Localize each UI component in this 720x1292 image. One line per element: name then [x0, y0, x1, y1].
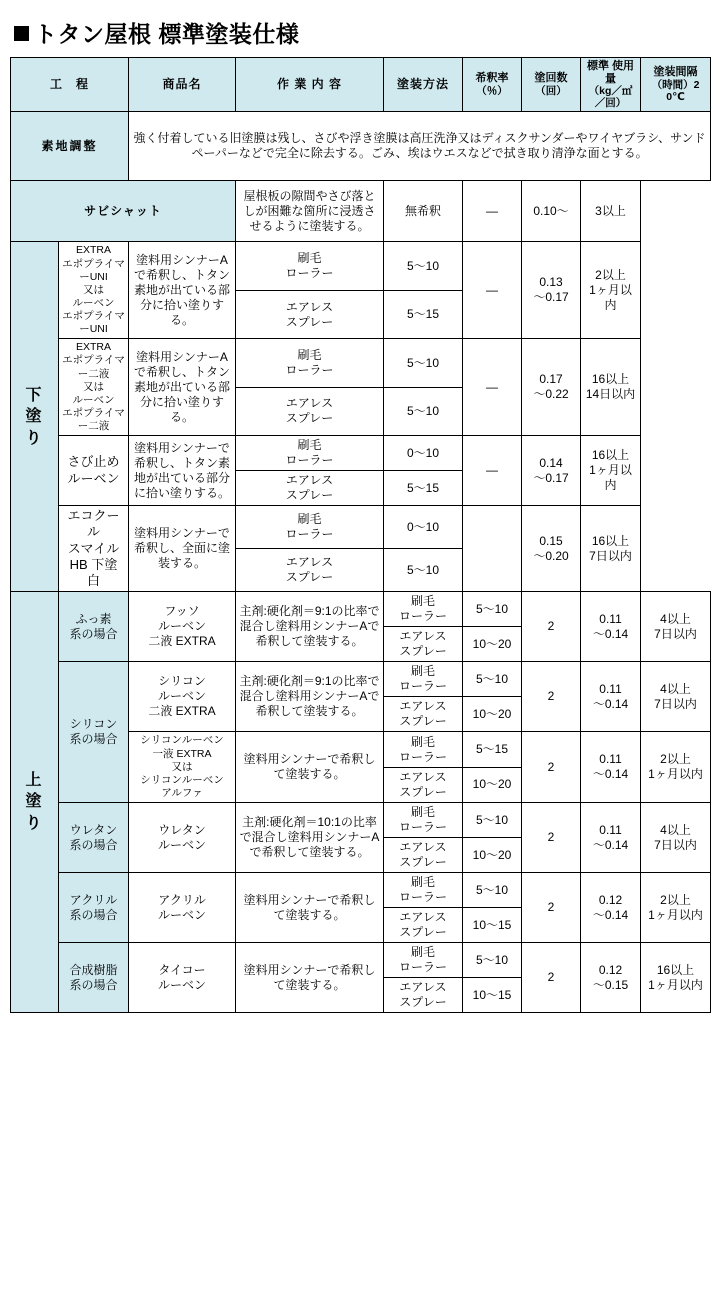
- product-name-epo-uni: EXTRA エポプライマーUNI 又は ルーベン エポプライマーUNI: [59, 242, 129, 339]
- table-row-undercoat-2a: [11, 339, 711, 387]
- dilution-value: 5～15: [384, 471, 463, 506]
- coats-synthetic: 2: [522, 943, 581, 1013]
- stage-undercoat-label: 下 塗 り: [25, 386, 62, 447]
- dilution-value: 5～10: [463, 662, 522, 697]
- table-row-topcoat-2a: [11, 662, 711, 697]
- coats-ecocool: [463, 506, 522, 592]
- dilution-value: 10～20: [463, 838, 522, 873]
- work-desc-sabidome: 塗料用シンナーで希釈し、トタン素地が出ている部分に拾い塗りする。: [129, 436, 236, 506]
- usage-silicone-1liquid: 0.11 ～0.14: [581, 732, 641, 803]
- table-row-topcoat-4a: [11, 803, 711, 838]
- dilution-value: 5～10: [384, 242, 463, 290]
- method-brush-roller: 刷毛 ローラー: [236, 436, 384, 471]
- table-row-undercoat-1a: [11, 242, 711, 290]
- method-brush-roller: 刷毛 ローラー: [384, 662, 463, 697]
- interval-urethane: 4以上 7日以内: [641, 803, 711, 873]
- header-coats-line1: 塗回数: [534, 72, 568, 85]
- sabishut-desc: 屋根板の隙間やさび落としが困難な箇所に浸透させるように塗装する。: [236, 181, 384, 242]
- usage-fusso: 0.11 ～0.14: [581, 592, 641, 662]
- sabishut-amount: 0.10～: [522, 181, 581, 242]
- method-airless-spray: エアレス スプレー: [384, 978, 463, 1013]
- interval-acrylic: 2以上 1ヶ月以内: [641, 873, 711, 943]
- stage-undercoat: [11, 242, 62, 592]
- product-name-sabidome-ruben: さび止め ルーベン: [59, 436, 129, 506]
- square-bullet-icon: [14, 26, 29, 41]
- coats-acrylic: 2: [522, 873, 581, 943]
- product-name-taiko-ruben: タイコー ルーベン: [129, 943, 236, 1013]
- method-airless-spray: エアレス スプレー: [236, 290, 384, 338]
- dilution-value: 0～10: [384, 436, 463, 471]
- stage-sabishut: サビシャット: [11, 181, 236, 242]
- interval-synthetic: 16以上 1ヶ月以内: [641, 943, 711, 1013]
- category-urethane: ウレタン 系の場合: [59, 803, 129, 873]
- method-airless-spray: エアレス スプレー: [236, 471, 384, 506]
- dilution-value: 10～20: [463, 697, 522, 732]
- usage-synthetic: 0.12 ～0.15: [581, 943, 641, 1013]
- specification-table: [10, 57, 711, 1013]
- header-product: 商品名: [129, 58, 236, 112]
- header-process: 工 程: [11, 58, 129, 112]
- interval-ecocool: 16以上 7日以内: [581, 506, 641, 592]
- interval-sabidome: 16以上 1ヶ月以内: [581, 436, 641, 506]
- method-brush-roller: 刷毛 ローラー: [384, 803, 463, 838]
- product-name-silicone-ruben-1liquid: シリコンルーベン 一液 EXTRA 又は シリコンルーベン アルファ: [129, 732, 236, 803]
- usage-acrylic: 0.12 ～0.14: [581, 873, 641, 943]
- work-desc-fusso: 主剤:硬化剤＝9:1の比率で混合し塗料用シンナーAで希釈して塗装する。: [236, 592, 384, 662]
- dilution-value: 5～10: [463, 803, 522, 838]
- interval-fusso: 4以上 7日以内: [641, 592, 711, 662]
- method-airless-spray: エアレス スプレー: [384, 767, 463, 802]
- category-synthetic-resin: 合成樹脂 系の場合: [59, 943, 129, 1013]
- header-dilution-line2: （％）: [476, 84, 508, 97]
- method-airless-spray: エアレス スプレー: [384, 627, 463, 662]
- usage-silicone-2liquid: 0.11 ～0.14: [581, 662, 641, 732]
- dilution-value: 5～15: [384, 290, 463, 338]
- dilution-value: 10～15: [463, 978, 522, 1013]
- interval-epo-uni: 2以上 1ヶ月以内: [581, 242, 641, 339]
- table-row-topcoat-6a: [11, 943, 711, 978]
- usage-urethane: 0.11 ～0.14: [581, 803, 641, 873]
- method-brush-roller: 刷毛 ローラー: [384, 592, 463, 627]
- header-dilution-line1: 希釈率: [475, 72, 509, 85]
- work-desc-urethane: 主剤:硬化剤＝10:1の比率で混合し塗料用シンナーAで希釈して塗装する。: [236, 803, 384, 873]
- dilution-value: 5～10: [463, 943, 522, 978]
- header-interval-line1: 塗装間隔: [653, 66, 698, 79]
- dilution-value: 0～10: [384, 506, 463, 549]
- header-dilution: [463, 58, 522, 112]
- usage-epo-2liquid: 0.17 ～0.22: [522, 339, 581, 436]
- method-airless-spray: エアレス スプレー: [384, 908, 463, 943]
- product-name-fusso-ruben: フッソ ルーベン 二液 EXTRA: [129, 592, 236, 662]
- table-row-topcoat-5a: [11, 873, 711, 908]
- stage-substrate: 素地調整: [11, 112, 129, 181]
- dilution-value: 10～20: [463, 627, 522, 662]
- table-row-sabishut: [11, 181, 711, 242]
- coats-silicone-2liquid: 2: [522, 662, 581, 732]
- header-method: 塗装方法: [384, 58, 463, 112]
- work-desc-epo-2liquid: 塗料用シンナーAで希釈し、トタン素地が出ている部分に拾い塗りする。: [129, 339, 236, 436]
- interval-silicone-2liquid: 4以上 7日以内: [641, 662, 711, 732]
- usage-epo-uni: 0.13 ～0.17: [522, 242, 581, 339]
- category-silicone: シリコン 系の場合: [59, 662, 129, 803]
- table-row-undercoat-3a: [11, 436, 711, 471]
- dilution-value: 5～10: [384, 339, 463, 387]
- header-usage-line1: 標準: [586, 60, 609, 72]
- dilution-value: 5～10: [463, 592, 522, 627]
- interval-silicone-1liquid: 2以上 1ヶ月以内: [641, 732, 711, 803]
- sabishut-method: 無希釈: [384, 181, 463, 242]
- work-desc-silicone-2liquid: 主剤:硬化剤＝9:1の比率で混合し塗料用シンナーAで希釈して塗装する。: [236, 662, 384, 732]
- sabishut-interval: 3以上: [581, 181, 641, 242]
- header-usage: [581, 58, 641, 112]
- work-desc-acrylic: 塗料用シンナーで希釈して塗装する。: [236, 873, 384, 943]
- method-brush-roller: 刷毛 ローラー: [236, 339, 384, 387]
- table-row-topcoat-1a: [11, 592, 711, 627]
- work-desc-silicone-1liquid: 塗料用シンナーで希釈して塗装する。: [236, 732, 384, 803]
- dilution-value: 5～15: [463, 732, 522, 767]
- header-coats-line2: （回）: [535, 84, 567, 97]
- product-name-epo-2liquid: EXTRA エポプライマー二液 又は ルーベン エポプライマー二液: [59, 339, 129, 436]
- page-title-text: トタン屋根 標準塗装仕様: [34, 21, 300, 47]
- stage-topcoat: 上 塗 り: [11, 592, 59, 1013]
- dilution-value: 5～10: [463, 873, 522, 908]
- product-name-urethane-ruben: ウレタン ルーベン: [129, 803, 236, 873]
- work-desc-epo-uni: 塗料用シンナーAで希釈し、トタン素地が出ている部分に拾い塗りする。: [129, 242, 236, 339]
- method-airless-spray: エアレス スプレー: [384, 697, 463, 732]
- coats-fusso: 2: [522, 592, 581, 662]
- product-name-ecocool-smile: エコクール スマイル HB 下塗 白: [59, 506, 129, 592]
- table-body: [11, 112, 711, 1013]
- dilution-value: 5～10: [384, 387, 463, 435]
- header-usage-line2: 使用量: [605, 60, 635, 85]
- method-brush-roller: 刷毛 ローラー: [384, 943, 463, 978]
- product-name-acrylic-ruben: アクリル ルーベン: [129, 873, 236, 943]
- table-row-undercoat-4a: [11, 506, 711, 549]
- header-work: 作 業 内 容: [236, 58, 384, 112]
- method-brush-roller: 刷毛 ローラー: [384, 873, 463, 908]
- method-airless-spray: エアレス スプレー: [384, 838, 463, 873]
- header-coats: [522, 58, 581, 112]
- interval-epo-2liquid: 16以上 14日以内: [581, 339, 641, 436]
- method-brush-roller: 刷毛 ローラー: [236, 506, 384, 549]
- work-desc-ecocool: 塗料用シンナーで希釈し、全面に塗装する。: [129, 506, 236, 592]
- table-row-substrate: [11, 112, 711, 181]
- method-brush-roller: 刷毛 ローラー: [384, 732, 463, 767]
- method-brush-roller: 刷毛 ローラー: [236, 242, 384, 290]
- table-header: [11, 58, 711, 112]
- category-fusso: ふっ素 系の場合: [59, 592, 129, 662]
- method-airless-spray: エアレス スプレー: [236, 387, 384, 435]
- dilution-value: 10～20: [463, 767, 522, 802]
- coats-epo-2liquid: —: [463, 339, 522, 436]
- coats-urethane: 2: [522, 803, 581, 873]
- sabishut-times: —: [463, 181, 522, 242]
- substrate-note: 強く付着している旧塗膜は残し、さびや浮き塗膜は高圧洗浄又はディスクサンダーやワイヤブラシ、サンドペーパーなどで完全に除去する。ごみ、埃はウエスなどで拭き取り清浄な面とする。: [129, 112, 711, 181]
- header-usage-line3: （kg／㎡／回）: [588, 85, 633, 110]
- coats-silicone-1liquid: 2: [522, 732, 581, 803]
- header-interval: [641, 58, 711, 112]
- dilution-value: 10～15: [463, 908, 522, 943]
- method-airless-spray: エアレス スプレー: [236, 549, 384, 592]
- dilution-value: 5～10: [384, 549, 463, 592]
- product-name-silicone-ruben-2liquid: シリコン ルーベン 二液 EXTRA: [129, 662, 236, 732]
- coats-sabidome: —: [463, 436, 522, 506]
- page-title: [14, 16, 710, 49]
- usage-sabidome: 0.14 ～0.17: [522, 436, 581, 506]
- header-row: [11, 58, 711, 112]
- usage-ecocool: 0.15 ～0.20: [522, 506, 581, 592]
- coats-epo-uni: —: [463, 242, 522, 339]
- work-desc-synthetic: 塗料用シンナーで希釈して塗装する。: [236, 943, 384, 1013]
- header-interval-line2: （時間）20℃: [651, 78, 700, 104]
- category-acrylic: アクリル 系の場合: [59, 873, 129, 943]
